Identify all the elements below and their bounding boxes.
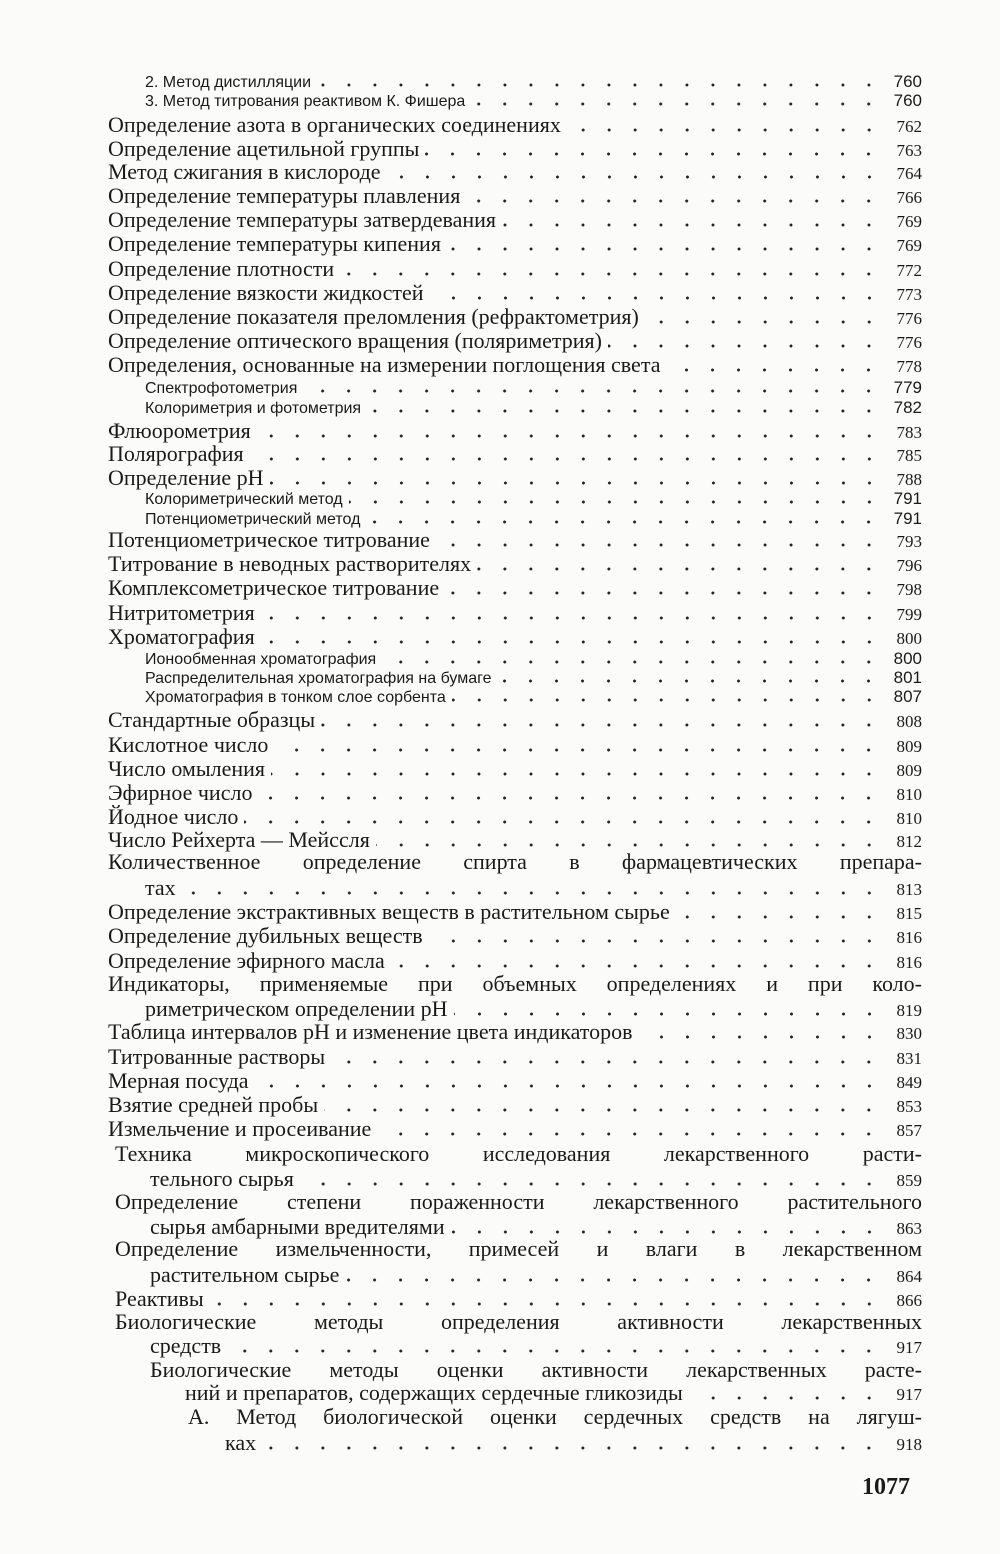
toc-page-number: 791 [893,489,922,508]
dot-leader [497,679,882,683]
toc-entry-line [115,1191,922,1213]
toc-entry [108,1021,922,1043]
toc-page-number: 769 [896,236,922,255]
toc-page-number: 764 [896,164,922,183]
toc-entry-title: Количественное определение спирта в фармацевтических препара- [108,849,922,874]
toc-page-number: 785 [896,446,922,465]
toc-entry [108,1118,922,1140]
dot-leader [645,320,882,324]
dot-leader [567,128,882,132]
toc-entry [108,1094,922,1116]
dot-leader [639,1035,882,1039]
toc-entry-title: средств [150,1333,222,1358]
toc-entry-title: Полярография [108,441,244,466]
toc-entry [150,1264,922,1286]
toc-page-number: 788 [896,470,922,489]
toc-page-number: 831 [896,1049,922,1068]
dot-leader [321,723,882,727]
toc-entry [108,282,922,304]
toc-entry [108,443,922,465]
toc-entry-line [115,1238,922,1260]
toc-entry-title: Определение оптического вращения (поляриметрия) [108,328,602,353]
toc-entry [108,138,922,160]
toc-page-number: 766 [896,188,922,207]
toc-entry [108,233,922,255]
dot-leader [345,1278,882,1282]
dot-leader [451,1230,882,1234]
toc-entry-title: Число Рейхерта — Мейссля [108,827,370,852]
dot-leader [387,175,882,179]
dot-leader [340,272,882,276]
toc-entry-title: Определение температуры кипения [108,231,441,256]
toc-entry-title: Определение экстрактивных веществ в растительном сырье [108,899,670,924]
dot-leader [262,1446,882,1450]
dot-leader [436,543,882,547]
toc-entry [145,379,922,397]
toc-entry [108,626,922,648]
toc-entry-line [188,1406,922,1428]
toc-entry-title: Колориметрический метод [145,491,343,508]
toc-entry [108,114,922,136]
toc-entry [108,806,922,828]
toc-entry [108,734,922,756]
toc-entry-title: Определение pH [108,465,264,490]
toc-page-number: 810 [896,785,922,804]
toc-entry [108,950,922,972]
dot-leader [445,591,882,595]
toc-page-number: 866 [896,1291,922,1310]
toc-entry-title: Биологические методы оценки активности лекарственных расте- [150,1357,922,1382]
toc-page-number: 819 [896,1001,922,1020]
toc-page-number: 816 [896,953,922,972]
toc-entry [150,1335,922,1357]
toc-entry [145,650,922,668]
toc-page-number: 863 [896,1219,922,1238]
dot-leader [367,409,882,413]
toc-page-number: 760 [893,91,922,110]
toc-entry-title: Кислотное число [108,732,269,757]
toc-page-number: 796 [896,556,922,575]
toc-entry-title: Измельчение и просеивание [108,1116,372,1141]
toc-entry-title: Индикаторы, применяемые при объемных определениях и при коло- [108,971,922,996]
toc-page-number: 857 [896,1121,922,1140]
dot-leader [261,616,882,620]
dot-leader [270,481,882,485]
toc-entry [145,688,922,706]
toc-page-number: 791 [893,509,922,528]
dot-leader [300,1182,882,1186]
toc-page-number: 779 [893,378,922,397]
toc-entry-title: Определение степени пораженности лекарственного растительного [115,1189,922,1214]
page-number: 1077 [862,1474,910,1500]
toc-entry-title: тах [145,875,176,900]
toc-entry-line [108,851,922,873]
toc-entry [145,669,922,687]
toc-entry-title: Распределительная хроматография на бумаге [145,670,492,687]
toc-entry-title: 3. Метод титрования реактивом К. Фишера [145,93,466,110]
dot-leader [452,698,882,702]
toc-entry-title: 2. Метод дистилляции [145,74,312,91]
toc-entry-title: Ионообменная хроматография [145,651,377,668]
toc-entry-title: Определение показателя преломления (рефрактометрия) [108,304,639,329]
toc-entry-line [150,1359,922,1381]
toc-page-number: 760 [893,72,922,91]
dot-leader [502,223,882,227]
toc-page-number: 830 [896,1024,922,1043]
toc-entry-title: ний и препаратов, содержащих сердечные гликозиды [185,1380,683,1405]
toc-page-number: 808 [896,712,922,731]
toc-entry [185,1382,922,1404]
toc-entry-title: Мерная посуда [108,1068,249,1093]
toc-entry-title: Определение азота в органических соединениях [108,112,561,137]
toc-entry [108,467,922,489]
toc-page-number: 849 [896,1073,922,1092]
toc-entry [108,258,922,280]
dot-leader [210,1302,882,1306]
toc-entry-title: Определение температуры затвердевания [108,207,497,232]
toc-entry-title: Определение ацетильной группы [108,136,420,161]
toc-entry [108,1070,922,1092]
toc-entry-title: А. Метод биологической оценки сердечных средств на лягуш- [188,1404,922,1429]
dot-leader [471,102,882,106]
toc-entry-title: ках [225,1430,257,1455]
toc-page-number: 801 [893,668,922,687]
toc-entry [108,829,922,851]
toc-entry-line [108,973,922,995]
toc-page-number: 776 [896,333,922,352]
dot-leader [182,891,882,895]
dot-leader [689,1396,882,1400]
toc-entry-title: Хроматография [108,624,255,649]
dot-leader [349,500,882,504]
toc-page-number: 782 [893,398,922,417]
dot-leader [429,939,882,943]
dot-leader [608,344,882,348]
toc-entry [108,420,922,442]
toc-entry-title: Комплексометрическое титрование [108,575,440,600]
toc-entry [150,1216,922,1238]
dot-leader [477,567,882,571]
toc-entry [108,758,922,780]
toc-entry-title: Определение температуры плавления [108,183,461,208]
toc-page-number: 783 [896,423,922,442]
toc-page-number: 812 [896,832,922,851]
toc-page-number: 769 [896,212,922,231]
toc-entry-title: растительном сырье [150,1262,340,1287]
toc-page-number: 800 [893,649,922,668]
toc-page-number: 810 [896,809,922,828]
toc-page-number: 798 [896,580,922,599]
dot-leader [244,820,882,824]
toc-entry [108,901,922,923]
toc-entry-title: Титрованные растворы [108,1044,326,1069]
dot-leader [261,640,882,644]
toc-entry [115,1288,922,1310]
toc-page-number: 859 [896,1171,922,1190]
toc-entry [108,782,922,804]
toc-page-number: 799 [896,605,922,624]
toc-page-number: 778 [896,357,922,376]
toc-entry-title: Метод сжигания в кислороде [108,159,381,184]
dot-leader [447,247,882,251]
toc-entry-title: Определение измельченности, примесей и влаги в лекарственном [115,1236,922,1261]
toc-entry-title: Определения, основанные на измерении поглощения света [108,352,661,377]
toc-page-number: 809 [896,737,922,756]
dot-leader [377,1132,882,1136]
toc-entry [108,1046,922,1068]
toc-page-number: 816 [896,928,922,947]
toc-page-number: 762 [896,117,922,136]
dot-leader [258,796,882,800]
toc-entry-title: риметрическом определении pH [145,996,448,1021]
toc-entry-title: Таблица интервалов pH и изменение цвета индикаторов [108,1019,633,1044]
toc-entry-line [115,1311,922,1333]
dot-leader [227,1349,882,1353]
toc-entry [108,161,922,183]
dot-leader [250,457,882,461]
toc-entry [108,577,922,599]
toc-page-number: 853 [896,1097,922,1116]
toc-entry-title: Стандартные образцы [108,707,316,732]
toc-entry-line [115,1143,922,1165]
toc-entry [145,490,922,508]
toc-page-number: 864 [896,1267,922,1286]
toc-entry-title: Потенциометрическое титрование [108,527,430,552]
toc-entry [108,354,922,376]
toc-entry-title: Взятие средней пробы [108,1092,319,1117]
toc-entry [150,1168,922,1190]
dot-leader [666,368,882,372]
toc-entry [108,529,922,551]
toc-entry [108,553,922,575]
toc-entry-title: Число омыления [108,756,266,781]
toc-page-number: 776 [896,309,922,328]
toc-entry-title: Титрование в неводных растворителях [108,551,472,576]
toc-entry-title: Определение плотности [108,256,335,281]
toc-page-number: 800 [896,629,922,648]
dot-leader [324,1108,882,1112]
toc-entry [145,73,922,91]
toc-entry [108,709,922,731]
toc-entry [108,185,922,207]
toc-entry [145,877,922,899]
dot-leader [274,748,882,752]
toc-entry-title: Потенциометрический метод [145,511,361,528]
toc-entry-title: Эфирное число [108,780,253,805]
toc-entry [108,209,922,231]
toc-entry [108,330,922,352]
toc-entry [108,306,922,328]
dot-leader [382,660,882,664]
toc-entry [108,602,922,624]
toc-page-number: 809 [896,761,922,780]
dot-leader [271,772,882,776]
dot-leader [317,83,882,87]
toc-page-number: 763 [896,141,922,160]
dot-leader [454,1012,883,1016]
toc-page-number: 813 [896,880,922,899]
dot-leader [676,915,882,919]
toc-entry [145,399,922,417]
toc-entry [145,92,922,110]
dot-leader [255,1084,882,1088]
toc-page-number: 772 [896,261,922,280]
toc-entry-title: Йодное число [108,804,239,829]
toc-entry-title: Биологические методы определения активности лекарственных [115,1309,922,1334]
toc-entry-title: Флюорометрия [108,418,251,443]
toc-entry [108,925,922,947]
dot-leader [303,389,882,393]
toc-entry [225,1432,922,1454]
toc-entry-title: Определение эфирного масла [108,948,385,973]
dot-leader [466,199,882,203]
dot-leader [391,964,882,968]
dot-leader [376,843,882,847]
toc-page-number: 917 [896,1385,922,1404]
dot-leader [257,434,882,438]
dot-leader [430,296,882,300]
dot-leader [366,520,882,524]
dot-leader [331,1060,882,1064]
toc-entry-title: Определение дубильных веществ [108,923,423,948]
toc-entry-title: Определение вязкости жидкостей [108,280,424,305]
toc-entry [145,998,922,1020]
toc-entry-title: тельного сырья [150,1166,294,1191]
toc-page-number: 918 [896,1435,922,1454]
toc-page-number: 793 [896,532,922,551]
toc-page-number: 815 [896,904,922,923]
toc-entry-title: Нитритометрия [108,600,255,625]
toc-entry-title: Техника микроскопического исследования лекарственного расти- [115,1141,922,1166]
toc-page-number: 807 [893,687,922,706]
toc-entry-title: Спектрофотометрия [145,380,298,397]
toc-page-number: 773 [896,285,922,304]
dot-leader [425,152,882,156]
toc-entry-title: Реактивы [115,1286,204,1311]
toc-entry-title: Хроматография в тонком слое сорбента [145,689,446,706]
toc-page-number: 917 [896,1338,922,1357]
toc-entry-title: Колориметрия и фотометрия [145,400,362,417]
toc-entry [145,510,922,528]
toc-entry-title: сырья амбарными вредителями [150,1214,445,1239]
